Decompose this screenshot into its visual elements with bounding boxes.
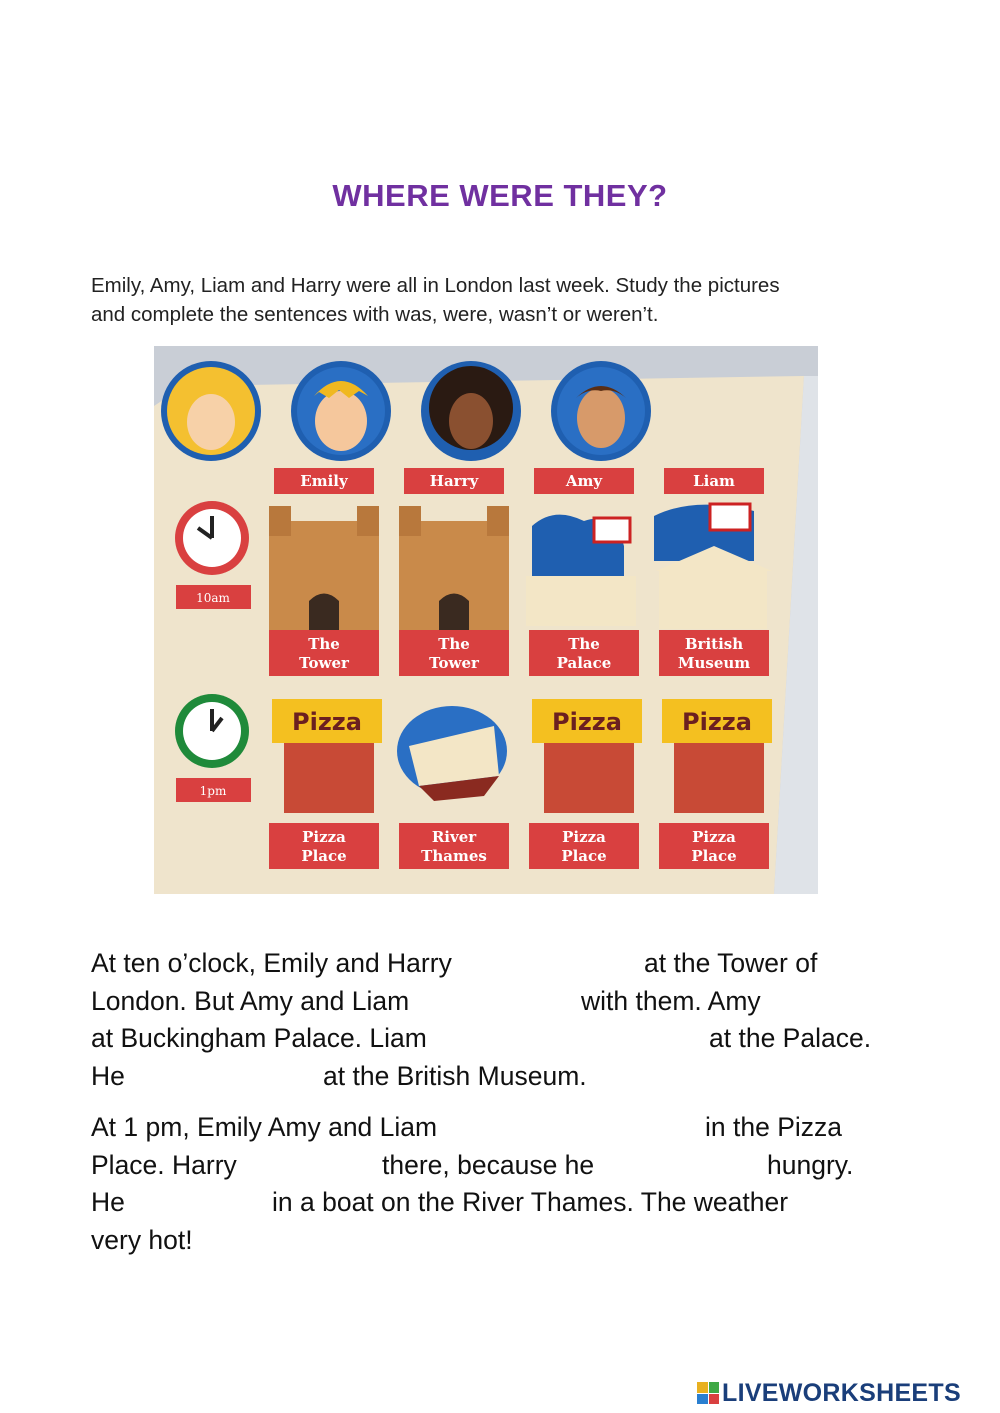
place-badge	[399, 823, 509, 869]
text-fragment: He	[91, 1187, 125, 1217]
text-fragment: with them. Amy	[581, 985, 761, 1016]
badge-label: The	[568, 635, 600, 653]
badge-label: Place	[301, 847, 347, 865]
badge-label: Place	[691, 847, 737, 865]
svg-text:10am: 10am	[196, 591, 230, 605]
illustration-where-were-they	[154, 346, 818, 894]
text-fragment: there, because he	[382, 1149, 595, 1180]
place-badge	[529, 630, 639, 676]
time-badge-1pm	[176, 778, 251, 802]
instructions-line-1: Emily, Amy, Liam and Harry were all in London last week. Study the pictures	[91, 274, 780, 297]
liveworksheets-logo-icon	[697, 1382, 719, 1404]
place-badge	[269, 630, 379, 676]
paragraph-1	[91, 948, 911, 1098]
badge-label: Place	[561, 847, 607, 865]
text-fragment: Place. Harry	[91, 1149, 237, 1180]
text-fragment: at the British Museum.	[323, 1060, 587, 1091]
avatar-harry	[291, 361, 391, 461]
answer-blank-6[interactable]	[491, 1112, 701, 1142]
instructions	[91, 271, 921, 329]
liveworksheets-logo	[697, 1380, 961, 1406]
badge-label: River	[431, 828, 477, 846]
name-badge	[404, 468, 504, 494]
answer-blank-8[interactable]	[629, 1150, 763, 1180]
pizza-restaurant-icon	[532, 699, 642, 813]
badge-label: Emily	[300, 472, 348, 490]
text-fragment: at the Tower of	[644, 948, 818, 978]
text-fragment: hungry.	[767, 1149, 854, 1180]
badge-label: Tower	[429, 654, 479, 672]
answer-blank-5[interactable]	[136, 1061, 321, 1091]
text-fragment: at Buckingham Palace. Liam	[91, 1023, 427, 1053]
badge-label: British	[684, 635, 744, 653]
answer-blank-2[interactable]	[461, 986, 579, 1016]
tower-icon	[399, 506, 509, 631]
avatar-emily	[161, 361, 261, 461]
logo-text: LIVEWORKSHEETS	[722, 1378, 961, 1407]
answer-blank-10[interactable]	[866, 1187, 906, 1217]
name-badge	[534, 468, 634, 494]
page-title: WHERE WERE THEY?	[332, 178, 668, 213]
text-fragment: London. But Amy and Liam	[91, 985, 410, 1016]
svg-text:1pm: 1pm	[199, 784, 227, 798]
text-fragment: very hot!	[91, 1224, 193, 1255]
answer-blank-4[interactable]	[479, 1023, 704, 1053]
instructions-line-2: and complete the sentences with was, were, wasn’t or weren’t.	[91, 303, 659, 326]
name-badge	[274, 468, 374, 494]
avatar-amy	[421, 361, 521, 461]
badge-label: Museum	[677, 654, 751, 672]
svg-text:Pizza: Pizza	[552, 708, 622, 736]
badge-label: Palace	[556, 654, 612, 672]
badge-label: Tower	[299, 654, 349, 672]
clock-10am-icon	[175, 501, 249, 575]
badge-label: Thames	[421, 847, 487, 865]
place-badge	[399, 630, 509, 676]
text-fragment: At ten o’clock, Emily and Harry	[91, 948, 452, 978]
tower-icon	[269, 506, 379, 631]
text-fragment: at the Palace.	[709, 1023, 872, 1053]
clock-1pm-icon	[175, 694, 249, 768]
answer-blank-3[interactable]	[791, 986, 901, 1016]
place-badge	[659, 630, 769, 676]
svg-text:Pizza: Pizza	[682, 708, 752, 736]
badge-label: The	[308, 635, 340, 653]
badge-label: Liam	[693, 472, 735, 490]
pizza-restaurant-icon	[662, 699, 772, 813]
avatar-liam	[551, 361, 651, 461]
answer-blank-9[interactable]	[136, 1187, 270, 1217]
badge-label: The	[438, 635, 470, 653]
time-badge-10am	[176, 585, 251, 609]
illustration-canvas	[154, 346, 818, 894]
answer-blank-1[interactable]	[503, 948, 641, 978]
pizza-restaurant-icon	[272, 699, 382, 813]
text-fragment: At 1 pm, Emily Amy and Liam	[91, 1112, 438, 1142]
text-fragment: in the Pizza	[705, 1112, 842, 1142]
text-fragment: in a boat on the River Thames. The weather	[272, 1187, 789, 1217]
text-fragment: He	[91, 1060, 125, 1091]
badge-label: Amy	[565, 472, 603, 490]
name-badge	[664, 468, 764, 494]
place-badge	[659, 823, 769, 869]
place-badge	[269, 823, 379, 869]
badge-label: Pizza	[562, 828, 606, 846]
place-badge	[529, 823, 639, 869]
badge-label: Pizza	[692, 828, 736, 846]
palace-icon	[526, 515, 636, 626]
svg-text:Pizza: Pizza	[292, 708, 362, 736]
badge-label: Harry	[429, 472, 479, 490]
badge-label: Pizza	[302, 828, 346, 846]
paragraph-2	[91, 1112, 911, 1262]
answer-blank-7[interactable]	[261, 1150, 379, 1180]
